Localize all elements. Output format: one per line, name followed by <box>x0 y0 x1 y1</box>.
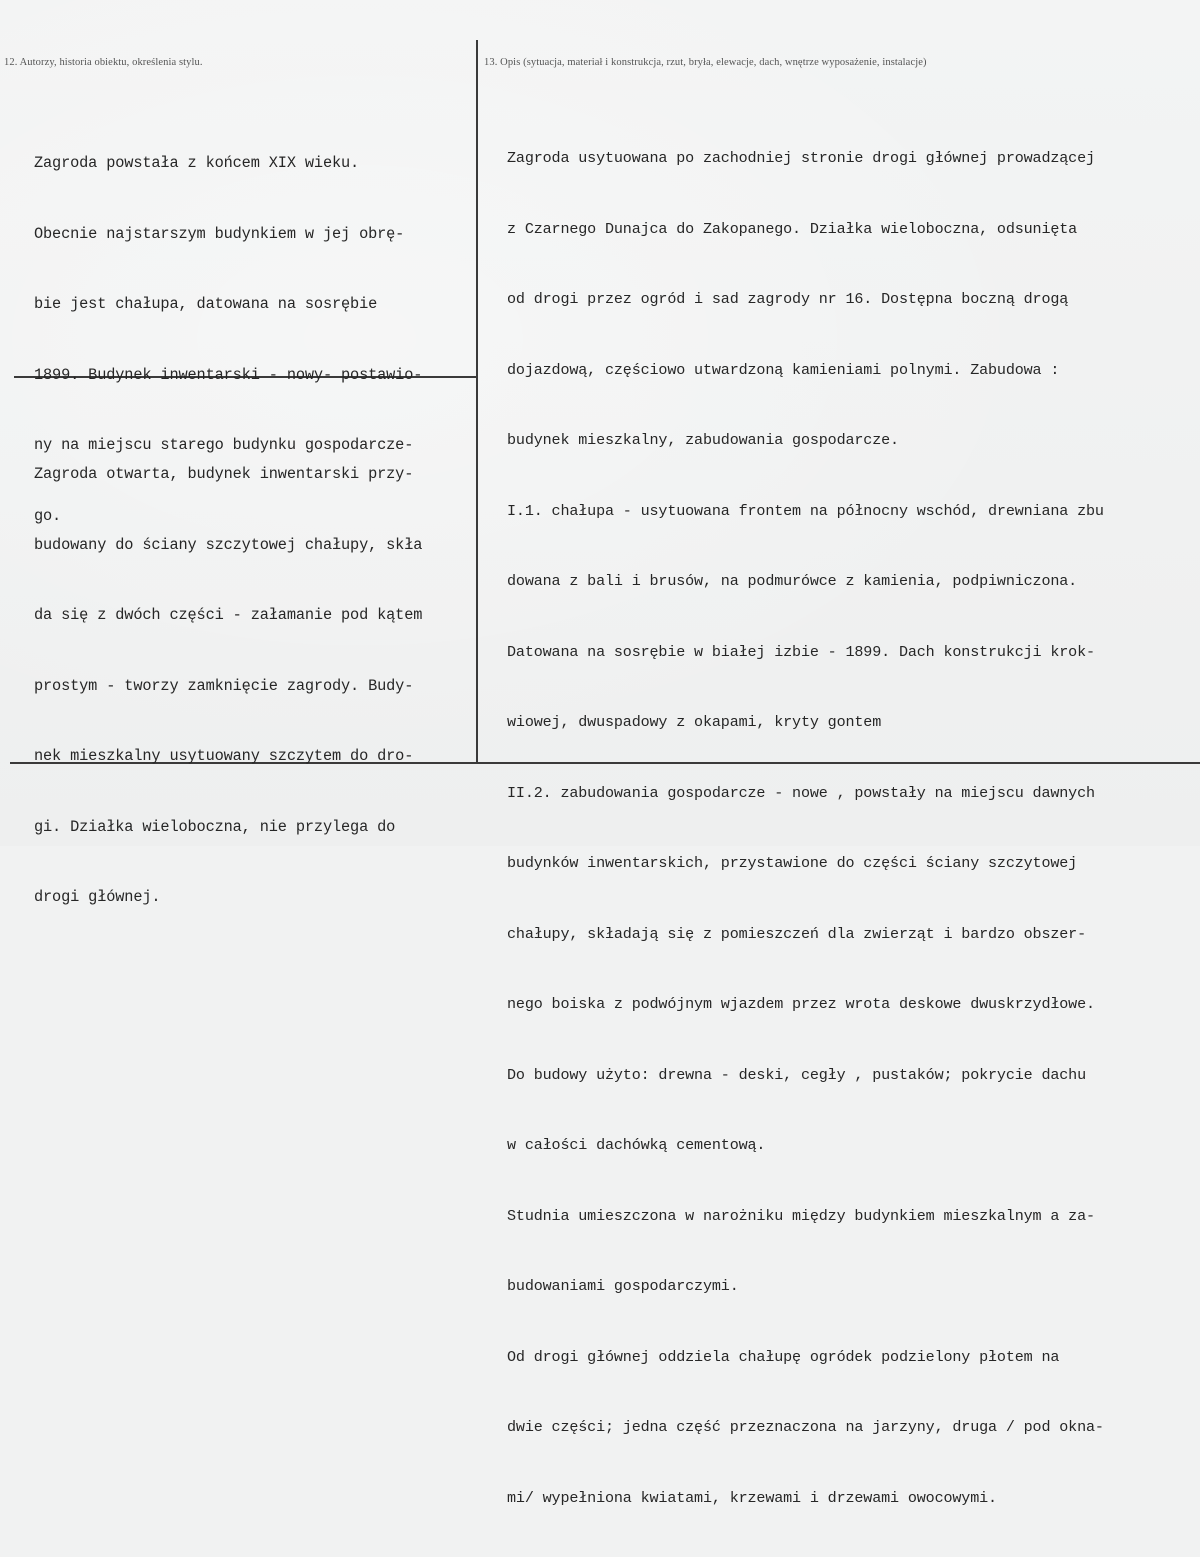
description-line: dwie części; jedna część przeznaczona na jarzyny, druga / pod okna- <box>507 1418 1104 1436</box>
description-line: Studnia umieszczona w narożniku między budynkiem mieszkalnym a za- <box>507 1206 1095 1225</box>
description-line: Od drogi głównej oddziela chałupę ogródek podzielony płotem na <box>507 1347 1060 1366</box>
history-line: bie jest chałupa, datowana na sosrębie <box>34 295 378 313</box>
description-line: dowana z bali i brusów, na podmurówce z kamienia, podpiwniczona. <box>507 572 1078 590</box>
description-line: Datowana na sosrębie w białej izbie - 1899. Dach konstrukcji krok- <box>507 642 1095 661</box>
description-line: od drogi przez ogród i sad zagrody nr 16. Dostępna boczną drogą <box>507 290 1069 308</box>
layout-line: gi. Działka wieloboczna, nie przylega do <box>34 817 396 836</box>
history-line: Zagroda powstała z końcem XIX wieku. <box>34 154 360 172</box>
description-line: budynek mieszkalny, zabudowania gospodarcze. <box>507 431 899 449</box>
homestead-layout-text <box>34 416 422 957</box>
history-line: 1899. Budynek inwentarski - nowy- postawio- <box>34 365 423 384</box>
description-line: budowaniami gospodarczymi. <box>507 1277 739 1295</box>
description-line: budynków inwentarskich, przystawione do części ściany szczytowej <box>507 854 1078 872</box>
description-line: z Czarnego Dunajca do Zakopanego. Działka wieloboczna, odsunięta <box>507 219 1078 238</box>
description-line: dojazdową, częściowo utwardzoną kamieniami polnymi. Zabudowa : <box>507 360 1060 379</box>
history-line: ny na miejscu starego budynku gospodarcze- <box>34 436 414 454</box>
history-line: go. <box>34 506 62 525</box>
description-line: II.2. zabudowania gospodarcze - nowe , powstały na miejscu dawnych <box>507 783 1095 802</box>
description-line: Zagroda usytuowana po zachodniej stronie drogi głównej prowadzącej <box>507 149 1095 167</box>
layout-line: Zagroda otwarta, budynek inwentarski przy- <box>34 465 414 483</box>
description-text <box>507 100 1104 1557</box>
description-line: Do budowy użyto: drewna - deski, cegły , pustaków; pokrycie dachu <box>507 1065 1087 1084</box>
section-13-heading: 13. Opis (sytuacja, materiał i konstrukcja, rzut, bryła, elewacje, dach, wnętrze wyposażenie, instalacje) <box>484 57 927 68</box>
description-line: nego boiska z podwójnym wjazdem przez wrota deskowe dwuskrzydłowe. <box>507 995 1095 1013</box>
history-line: Obecnie najstarszym budynkiem w jej obrę- <box>34 224 405 243</box>
description-line: chałupy, składają się z pomieszczeń dla zwierząt i bardzo obszer- <box>507 924 1087 943</box>
layout-line: nek mieszkalny usytuowany szczytem do dro- <box>34 747 414 765</box>
description-line: mi/ wypełniona kwiatami, krzewami i drzewami owocowymi. <box>507 1488 997 1507</box>
description-line: I.1. chałupa - usytuowana frontem na północny wschód, drewniana zbu <box>507 501 1104 520</box>
section-12-heading: 12. Autorzy, historia obiektu, określenia stylu. <box>4 57 203 68</box>
description-line: w całości dachówką cementową. <box>507 1136 766 1154</box>
layout-line: da się z dwóch części - załamanie pod kątem <box>34 606 423 624</box>
layout-line: prostym - tworzy zamknięcie zagrody. Budy- <box>34 676 414 695</box>
layout-line: drogi głównej. <box>34 888 161 906</box>
description-line: wiowej, dwuspadowy z okapami, kryty gontem <box>507 713 882 731</box>
layout-line: budowany do ściany szczytowej chałupy, skła <box>34 535 423 554</box>
column-divider <box>476 40 478 762</box>
